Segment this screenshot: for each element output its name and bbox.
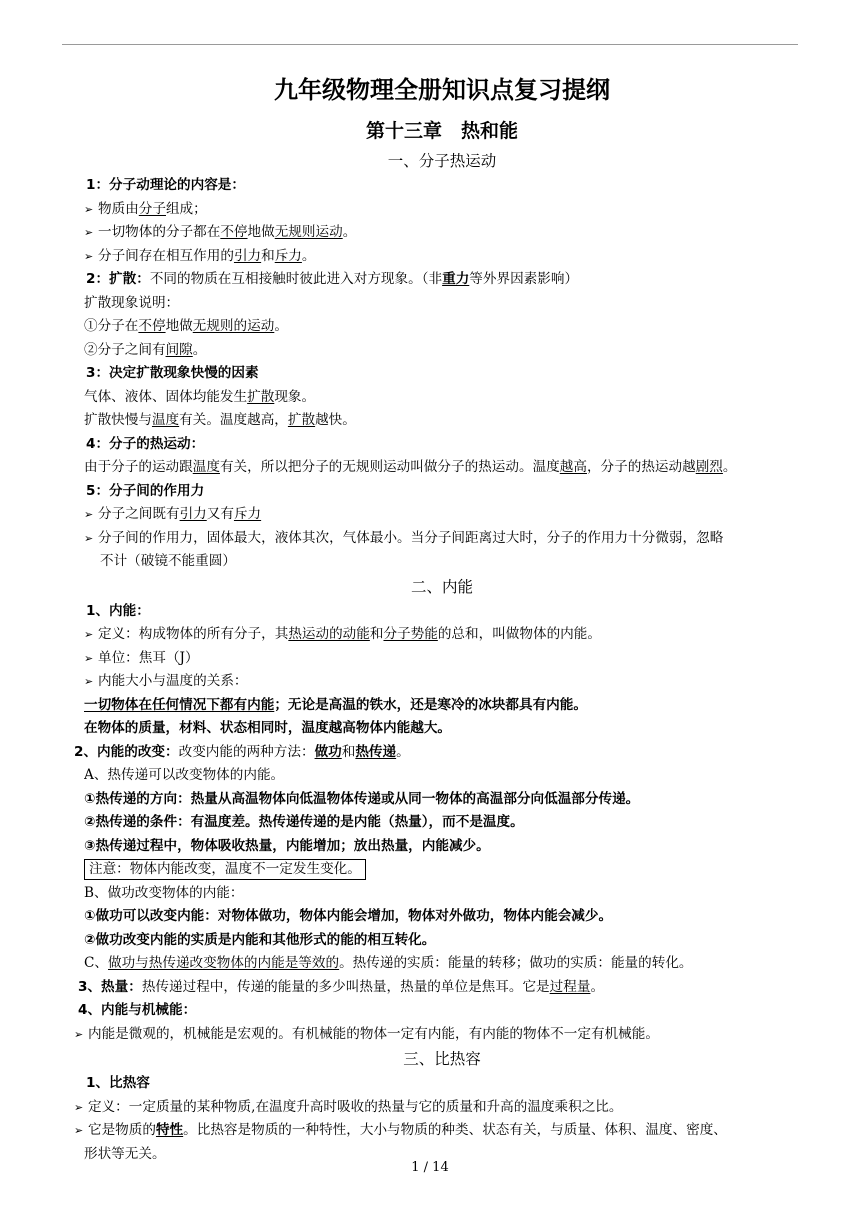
r1-heading: 1、比热容 — [86, 1075, 150, 1091]
q2-line-A3: ③热传递过程中，物体吸收热量，内能增加；放出热量，内能减少。 — [84, 837, 490, 854]
p2-line-e: ①分子在不停地做无规则的运动。 — [84, 318, 288, 334]
section-heading-2: 二、内能 — [410, 577, 473, 596]
q1-line-b: ➢ 单位：焦耳（J） — [84, 647, 800, 671]
note-box: 注意：物体内能改变，温度不一定发生变化。 — [84, 859, 366, 880]
p2-line: 2：扩散：不同的物质在互相接触时彼此进入对方现象。（非重力等外界因素影响） — [86, 271, 579, 287]
p1-heading: 1：分子动理论的内容是： — [86, 177, 245, 193]
q1-line-e: 在物体的质量，材料、状态相同时，温度越高物体内能越大。 — [84, 720, 452, 736]
q1-line-d: 一切物体在任何情况下都有内能；无论是高温的铁水，还是寒冷的冰块都具有内能。 — [84, 696, 587, 713]
p4-line-a: 由于分子的运动跟温度有关，所以把分子的无规则运动叫做分子的热运动。温度越高，分子的热运动越剧烈。 — [84, 459, 737, 475]
p2-line-f: ②分子之间有间隙。 — [84, 341, 207, 358]
q2-line-B1: ①做功可以改变内能：对物体做功，物体内能会增加，物体对外做功，物体内能会减少。 — [84, 908, 613, 924]
q1-line-c: ➢ 内能大小与温度的关系： — [84, 670, 800, 694]
q2-line-C: C、做功与热传递改变物体的内能是等效的。热传递的实质：能量的转移；做功的实质：能量的转化。 — [84, 955, 693, 971]
bullet-arrow-icon: ➢ — [84, 531, 94, 545]
q2-note-row — [84, 858, 800, 882]
p5-line-c: 不计（破镜不能重圆） — [100, 553, 236, 569]
section-heading-1: 一、分子热运动 — [387, 152, 497, 170]
q3-line: 3、热量：热传递过程中，传递的能量的多少叫热量，热量的单位是焦耳。它是过程量。 — [78, 978, 605, 995]
bullet-arrow-icon: ➢ — [84, 226, 94, 239]
q2-line-B2: ②做功改变内能的实质是内能和其他形式的能的相互转化。 — [84, 931, 436, 948]
r1-line-a: ➢ 定义：一定质量的某种物质,在温度升高时吸收的热量与它的质量和升高的温度乘积之比。 — [74, 1096, 800, 1120]
p5-line-b: ➢ 分子间的作用力，固体最大，液体其次，气体最小。当分子间距离过大时，分子的作用力十分微弱，忽略 — [84, 527, 800, 551]
p3-line-a: 气体、液体、固体均能发生扩散现象。 — [84, 388, 316, 405]
r1-line-b: ➢ 它是物质的特性。比热容是物质的一种特性，大小与物质的种类、状态有关，与质量、体积、温度、密度、 — [74, 1119, 800, 1143]
p1-line-b: ➢ 一切物体的分子都在不停地做无规则运动。 — [84, 221, 800, 245]
p3-heading: 3：决定扩散现象快慢的因素 — [86, 365, 259, 381]
bullet-arrow-icon: ➢ — [84, 202, 94, 216]
p5-heading: 5：分子间的作用力 — [86, 482, 205, 499]
p2-heading: 2：扩散： — [86, 271, 150, 287]
bullet-arrow-icon: ➢ — [84, 508, 94, 521]
bullet-arrow-icon: ➢ — [84, 675, 94, 688]
bullet-arrow-icon: ➢ — [74, 1124, 84, 1137]
p4-heading: 4：分子的热运动： — [86, 435, 205, 452]
page-content — [74, 70, 800, 1166]
q4-heading: 4、内能与机械能： — [78, 1002, 197, 1018]
p2-line-d: 扩散现象说明： — [84, 294, 180, 311]
p1-line-a: ➢ 物质由分子组成； — [84, 198, 800, 222]
r1-line-c: 形状等无关。 — [84, 1145, 166, 1162]
header-rule — [62, 44, 798, 45]
bullet-arrow-icon: ➢ — [74, 1027, 84, 1041]
q2-line-A1: ①热传递的方向：热量从高温物体向低温物体传递或从同一物体的高温部分向低温部分传递。 — [84, 790, 640, 807]
q2-line-B: B、做功改变物体的内能： — [84, 884, 244, 901]
q2-line-A2: ②热传递的条件：有温度差。热传递传递的是内能（热量），而不是温度。 — [84, 814, 524, 830]
bullet-arrow-icon: ➢ — [74, 1100, 84, 1114]
q3-heading: 3、热量： — [78, 978, 142, 995]
q1-line-a: ➢ 定义：构成物体的所有分子，其热运动的动能和分子势能的总和，叫做物体的内能。 — [84, 623, 800, 647]
section-heading-3: 三、比热容 — [403, 1050, 481, 1068]
p3-line-b: 扩散快慢与温度有关。温度越高，扩散越快。 — [84, 412, 356, 428]
q2-line: 2、内能的改变：改变内能的两种方法：做功和热传递。 — [74, 743, 410, 760]
q2-line-A: A、热传递可以改变物体的内能。 — [84, 767, 285, 783]
page-number: 1 / 14 — [411, 1160, 449, 1175]
bullet-arrow-icon: ➢ — [84, 651, 94, 665]
p1-line-c: ➢ 分子间存在相互作用的引力和斥力。 — [84, 245, 800, 269]
chapter-title: 第十三章 热和能 — [365, 120, 518, 142]
document-title: 九年级物理全册知识点复习提纲 — [274, 76, 610, 104]
bullet-arrow-icon: ➢ — [84, 249, 94, 263]
bullet-arrow-icon: ➢ — [84, 628, 94, 641]
p5-line-a: ➢ 分子之间既有引力又有斥力 — [84, 503, 800, 527]
q1-heading: 1、内能： — [86, 602, 150, 619]
q2-heading: 2、内能的改变： — [74, 743, 179, 760]
q4-line: ➢ 内能是微观的，机械能是宏观的。有机械能的物体一定有内能，有内能的物体不一定有机械能。 — [74, 1023, 800, 1047]
